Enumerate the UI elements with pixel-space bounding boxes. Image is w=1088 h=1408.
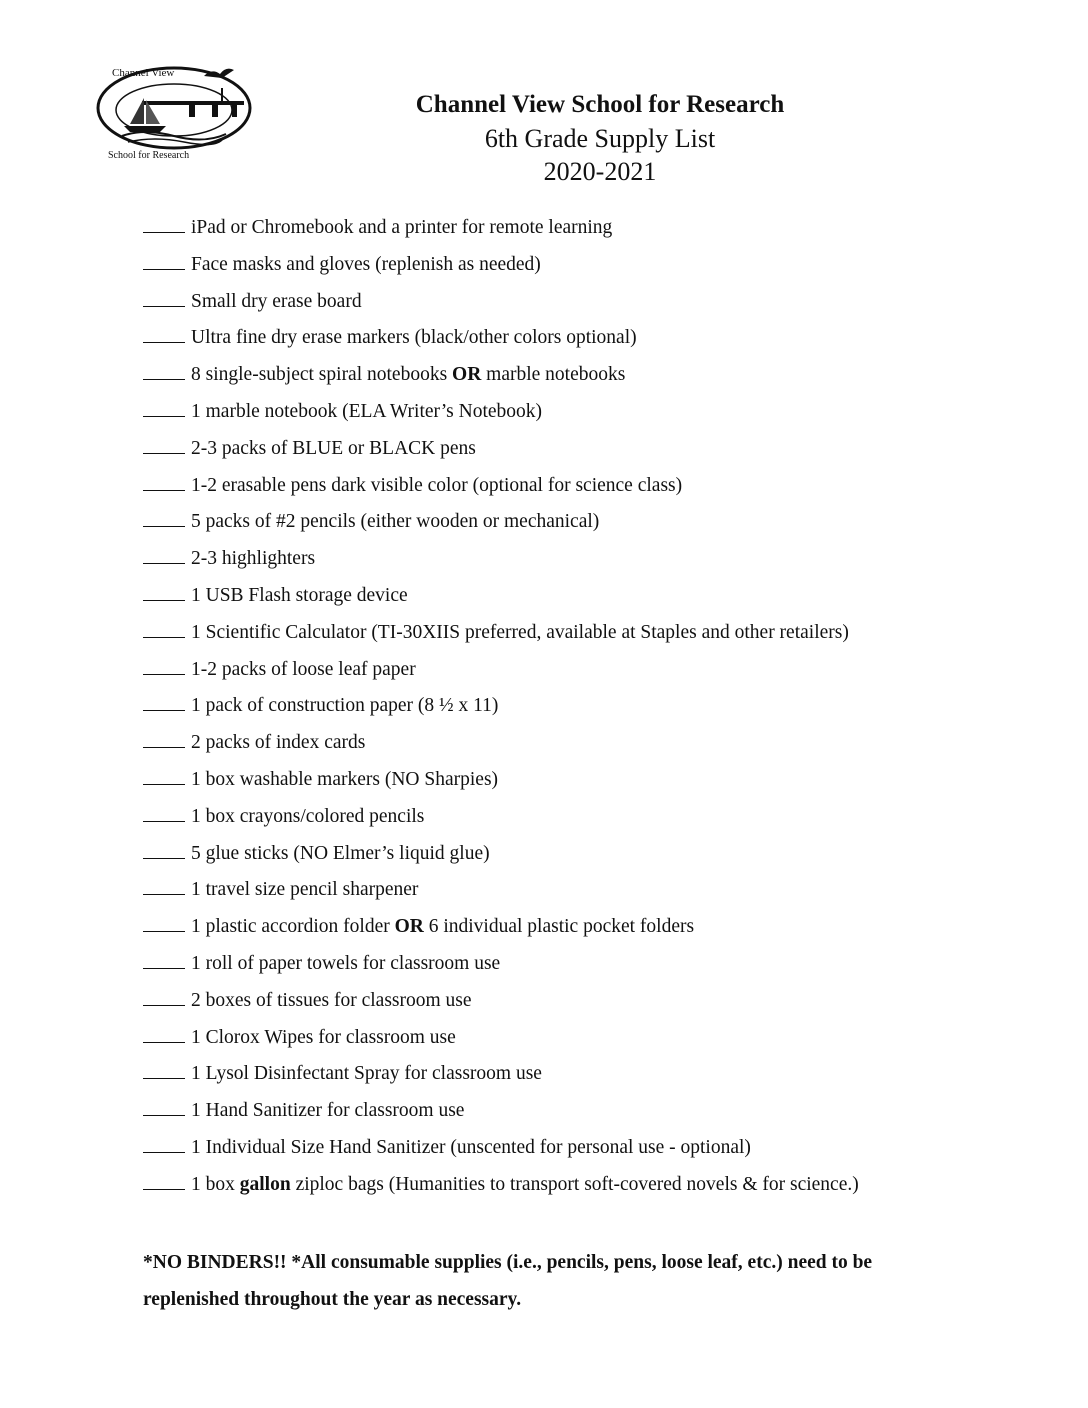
supply-item-text: ziploc bags (Humanities to transport soft-covered novels & for science.) — [290, 1173, 859, 1195]
supply-item-text: 1 Scientific Calculator (TI-30XIIS preferred, available at Staples and other retailers) — [191, 621, 849, 643]
supply-item — [143, 288, 1043, 325]
supply-item-text: 1-2 packs of loose leaf paper — [191, 658, 416, 680]
checkbox-blank — [143, 1134, 185, 1153]
supply-item-text: OR — [452, 364, 482, 386]
checkbox-blank — [143, 435, 185, 454]
checkbox-blank — [143, 582, 185, 601]
supply-item — [143, 913, 1043, 950]
supply-item-text: 1 Individual Size Hand Sanitizer (unscented for personal use - optional) — [191, 1136, 751, 1158]
supply-item-text: 2 boxes of tissues for classroom use — [191, 989, 472, 1011]
supply-item-text: 1 Hand Sanitizer for classroom use — [191, 1100, 465, 1122]
supply-item — [143, 508, 1043, 545]
supply-item-text: 1 Clorox Wipes for classroom use — [191, 1026, 456, 1048]
checkbox-blank — [143, 361, 185, 380]
supply-item — [143, 361, 1043, 398]
checkbox-blank — [143, 1097, 185, 1116]
footnote-line-2: replenished throughout the year as necessary. — [143, 1289, 522, 1310]
supply-item-text: gallon — [239, 1173, 291, 1195]
supply-item — [143, 472, 1043, 509]
checkbox-blank — [143, 950, 185, 969]
supply-item-text: Face masks and gloves (replenish as needed) — [191, 253, 541, 275]
supply-item-text: 5 packs of #2 pencils (either wooden or mechanical) — [191, 511, 600, 533]
supply-item-text: 1 roll of paper towels for classroom use — [191, 952, 501, 974]
checkbox-blank — [143, 876, 185, 895]
supply-item-text: 2 packs of index cards — [191, 732, 366, 754]
checkbox-blank — [143, 1024, 185, 1043]
supply-item — [143, 545, 1043, 582]
supply-item-text: Small dry erase board — [191, 290, 362, 312]
supply-item — [143, 582, 1043, 619]
supply-item — [143, 1134, 1043, 1171]
checkbox-blank — [143, 729, 185, 748]
supply-item — [143, 950, 1043, 987]
footnote — [143, 1244, 963, 1318]
checkbox-blank — [143, 545, 185, 564]
checkbox-blank — [143, 1060, 185, 1079]
checkbox-blank — [143, 324, 185, 343]
page-header — [340, 88, 860, 188]
checkbox-blank — [143, 1171, 185, 1190]
supply-item — [143, 840, 1043, 877]
footnote-line-1: *NO BINDERS!! *All consumable supplies (i.e., pencils, pens, loose leaf, etc.) need to be — [143, 1252, 873, 1273]
checkbox-blank — [143, 840, 185, 859]
supply-item-text: 1 plastic accordion folder — [191, 916, 395, 938]
logo-text-top: Channel View — [112, 67, 175, 79]
supply-item — [143, 435, 1043, 472]
supply-item — [143, 214, 1043, 251]
supply-list — [143, 214, 1043, 1208]
checkbox-blank — [143, 214, 185, 233]
supply-item — [143, 876, 1043, 913]
supply-item — [143, 692, 1043, 729]
checkbox-blank — [143, 472, 185, 491]
checkbox-blank — [143, 398, 185, 417]
supply-item — [143, 987, 1043, 1024]
school-name: Channel View School for Research — [415, 91, 785, 118]
checkbox-blank — [143, 508, 185, 527]
supply-item — [143, 766, 1043, 803]
supply-item — [143, 619, 1043, 656]
checkbox-blank — [143, 692, 185, 711]
supply-item-text: marble notebooks — [481, 364, 626, 386]
checkbox-blank — [143, 987, 185, 1006]
checkbox-blank — [143, 913, 185, 932]
supply-item-text: Ultra fine dry erase markers (black/other colors optional) — [191, 327, 637, 349]
supply-item — [143, 1171, 1043, 1208]
school-logo — [94, 58, 256, 162]
supply-item-text: 2-3 packs of BLUE or BLACK pens — [191, 437, 476, 459]
supply-item-text: iPad or Chromebook and a printer for remote learning — [191, 217, 613, 238]
supply-item-text: 5 glue sticks (NO Elmer’s liquid glue) — [191, 842, 490, 864]
supply-item-text: 8 single-subject spiral notebooks — [191, 364, 453, 386]
supply-item-text: 1 pack of construction paper (8 ½ x 11) — [191, 695, 499, 717]
supply-item — [143, 803, 1043, 840]
supply-item-text: 1 marble notebook (ELA Writer’s Notebook) — [191, 400, 543, 422]
supply-item-text: 6 individual plastic pocket folders — [423, 916, 695, 938]
school-year: 2020-2021 — [543, 157, 657, 186]
supply-item-text: 1 Lysol Disinfectant Spray for classroom use — [191, 1063, 542, 1085]
supply-item-text: 1-2 erasable pens dark visible color (optional for science class) — [191, 474, 683, 496]
supply-item — [143, 656, 1043, 693]
checkbox-blank — [143, 766, 185, 785]
supply-item — [143, 324, 1043, 361]
checkbox-blank — [143, 251, 185, 270]
checkbox-blank — [143, 288, 185, 307]
supply-item-text: OR — [394, 916, 424, 938]
supply-item-text: 1 travel size pencil sharpener — [191, 879, 419, 901]
logo-text-bottom: School for Research — [108, 150, 190, 161]
supply-item — [143, 1060, 1043, 1097]
supply-item-text: 1 box — [191, 1173, 240, 1195]
supply-item — [143, 1097, 1043, 1134]
supply-item — [143, 398, 1043, 435]
supply-item-text: 1 USB Flash storage device — [191, 584, 408, 606]
checkbox-blank — [143, 656, 185, 675]
supply-item — [143, 251, 1043, 288]
supply-item-text: 1 box crayons/colored pencils — [191, 805, 425, 827]
school-logo-graphic — [94, 58, 256, 162]
supply-item-text: 1 box washable markers (NO Sharpies) — [191, 768, 499, 790]
checkbox-blank — [143, 619, 185, 638]
supply-item-text: 2-3 highlighters — [191, 548, 316, 570]
checkbox-blank — [143, 803, 185, 822]
supply-item — [143, 729, 1043, 766]
supply-item — [143, 1024, 1043, 1061]
list-title: 6th Grade Supply List — [484, 124, 716, 153]
